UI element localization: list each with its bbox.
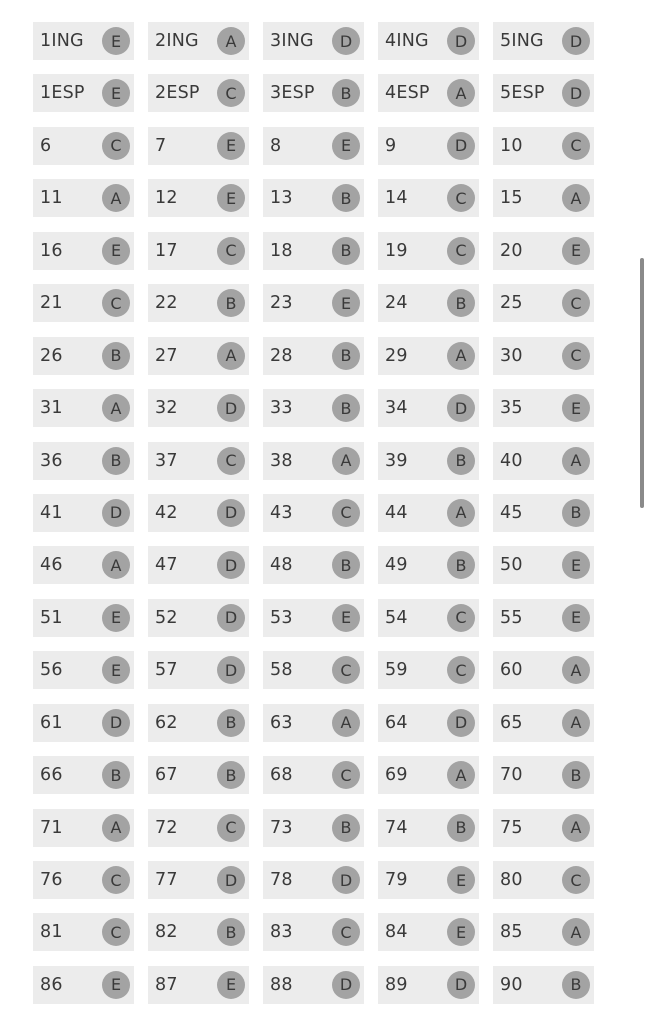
- answer-letter-badge: C: [447, 656, 475, 684]
- answer-cell[interactable]: [33, 756, 134, 794]
- answer-letter-badge: B: [102, 447, 130, 475]
- answer-cell[interactable]: [263, 494, 364, 532]
- answer-cell[interactable]: [33, 179, 134, 217]
- answer-cell[interactable]: [263, 861, 364, 899]
- answer-cell[interactable]: [378, 651, 479, 689]
- answer-cell[interactable]: [33, 22, 134, 60]
- answer-letter-badge: E: [332, 604, 360, 632]
- answer-letter-badge: D: [102, 709, 130, 737]
- answer-cell[interactable]: [378, 809, 479, 847]
- answer-cell[interactable]: [263, 22, 364, 60]
- answer-letter-badge: B: [562, 499, 590, 527]
- answer-letter-badge: C: [332, 761, 360, 789]
- question-number: 48: [270, 555, 293, 576]
- answer-letter-badge: C: [562, 132, 590, 160]
- question-number: 44: [385, 502, 408, 523]
- answer-cell[interactable]: [33, 389, 134, 427]
- question-number: 72: [155, 817, 178, 838]
- question-number: 26: [40, 345, 63, 366]
- answer-cell[interactable]: [33, 74, 134, 112]
- question-number: 11: [40, 188, 63, 209]
- question-number: 21: [40, 293, 63, 314]
- question-number: 51: [40, 607, 63, 628]
- question-number: 32: [155, 398, 178, 419]
- answer-letter-badge: E: [447, 918, 475, 946]
- answer-cell[interactable]: [378, 861, 479, 899]
- answer-cell[interactable]: [148, 22, 249, 60]
- answer-letter-badge: B: [217, 289, 245, 317]
- answer-cell[interactable]: [493, 861, 594, 899]
- answer-letter-badge: C: [332, 656, 360, 684]
- answer-letter-badge: D: [447, 132, 475, 160]
- answer-letter-badge: D: [217, 499, 245, 527]
- question-number: 65: [500, 712, 523, 733]
- question-number: 34: [385, 398, 408, 419]
- question-number: 80: [500, 870, 523, 890]
- answer-letter-badge: D: [332, 27, 360, 55]
- answer-letter-badge: B: [447, 289, 475, 317]
- answer-cell[interactable]: [263, 704, 364, 742]
- vertical-scrollbar-thumb[interactable]: [640, 258, 644, 508]
- answer-letter-badge: B: [562, 761, 590, 789]
- answer-cell[interactable]: [493, 179, 594, 217]
- answer-letter-badge: A: [447, 79, 475, 107]
- answer-cell[interactable]: [493, 442, 594, 480]
- answer-cell[interactable]: [493, 651, 594, 689]
- question-number: 2ING: [155, 31, 199, 51]
- answer-cell[interactable]: [33, 809, 134, 847]
- answer-letter-badge: A: [562, 918, 590, 946]
- answer-letter-badge: B: [217, 709, 245, 737]
- question-number: 60: [500, 660, 523, 681]
- answer-letter-badge: C: [562, 342, 590, 370]
- answer-letter-badge: D: [447, 394, 475, 422]
- answer-letter-badge: E: [217, 184, 245, 212]
- answer-letter-badge: B: [217, 918, 245, 946]
- answer-cell[interactable]: [33, 232, 134, 270]
- question-number: 46: [40, 555, 63, 576]
- answer-cell[interactable]: [33, 494, 134, 532]
- answer-cell[interactable]: [493, 337, 594, 375]
- answer-cell[interactable]: [263, 127, 364, 165]
- question-number: 12: [155, 188, 178, 209]
- answer-cell[interactable]: [33, 704, 134, 742]
- answer-letter-badge: E: [562, 604, 590, 632]
- answer-cell[interactable]: [263, 232, 364, 270]
- answer-letter-badge: C: [562, 866, 590, 894]
- answer-letter-badge: A: [102, 394, 130, 422]
- question-number: 83: [270, 922, 293, 943]
- answer-letter-badge: C: [102, 132, 130, 160]
- question-number: 49: [385, 555, 408, 576]
- answer-cell[interactable]: [493, 704, 594, 742]
- question-number: 3ESP: [270, 83, 315, 104]
- question-number: 16: [40, 240, 63, 261]
- question-number: 63: [270, 712, 293, 733]
- question-number: 55: [500, 607, 523, 628]
- answer-cell[interactable]: [33, 442, 134, 480]
- answer-cell[interactable]: [148, 337, 249, 375]
- answer-cell[interactable]: [148, 389, 249, 427]
- answer-letter-badge: C: [217, 447, 245, 475]
- question-number: 54: [385, 607, 408, 628]
- question-number: 50: [500, 555, 523, 576]
- question-number: 68: [270, 765, 293, 786]
- question-number: 19: [385, 240, 408, 261]
- answer-cell[interactable]: [378, 337, 479, 375]
- answer-cell[interactable]: [33, 546, 134, 584]
- question-number: 58: [270, 660, 293, 681]
- answer-letter-badge: A: [217, 27, 245, 55]
- answer-letter-badge: C: [447, 604, 475, 632]
- answer-cell[interactable]: [263, 389, 364, 427]
- answer-letter-badge: B: [332, 79, 360, 107]
- answer-letter-badge: B: [447, 814, 475, 842]
- answer-cell[interactable]: [263, 442, 364, 480]
- answer-letter-badge: E: [562, 394, 590, 422]
- answer-cell[interactable]: [378, 704, 479, 742]
- answer-letter-badge: A: [332, 447, 360, 475]
- question-number: 76: [40, 870, 63, 890]
- question-number: 43: [270, 502, 293, 523]
- question-number: 5ESP: [500, 83, 545, 104]
- question-number: 57: [155, 660, 178, 681]
- question-number: 90: [500, 974, 523, 995]
- answer-cell[interactable]: [493, 127, 594, 165]
- answer-cell[interactable]: [493, 756, 594, 794]
- question-number: 40: [500, 450, 523, 471]
- answer-cell[interactable]: [493, 966, 594, 1004]
- answer-cell[interactable]: [493, 389, 594, 427]
- answer-cell[interactable]: [378, 232, 479, 270]
- question-number: 71: [40, 817, 63, 838]
- answer-cell[interactable]: [493, 74, 594, 112]
- question-number: 70: [500, 765, 523, 786]
- answer-letter-badge: C: [332, 918, 360, 946]
- answer-letter-badge: B: [332, 394, 360, 422]
- answer-letter-badge: D: [562, 27, 590, 55]
- question-number: 33: [270, 398, 293, 419]
- answer-letter-badge: A: [562, 447, 590, 475]
- answer-letter-badge: B: [332, 237, 360, 265]
- question-number: 35: [500, 398, 523, 419]
- answer-cell[interactable]: [263, 546, 364, 584]
- question-number: 37: [155, 450, 178, 471]
- answer-cell[interactable]: [493, 22, 594, 60]
- answer-cell[interactable]: [33, 966, 134, 1004]
- answer-cell[interactable]: [148, 232, 249, 270]
- question-number: 62: [155, 712, 178, 733]
- answer-letter-badge: B: [447, 551, 475, 579]
- question-number: 15: [500, 188, 523, 209]
- answer-letter-badge: D: [447, 971, 475, 999]
- answer-letter-badge: E: [217, 132, 245, 160]
- question-number: 82: [155, 922, 178, 943]
- question-number: 66: [40, 765, 63, 786]
- answer-letter-badge: A: [562, 709, 590, 737]
- answer-letter-badge: A: [102, 551, 130, 579]
- question-number: 14: [385, 188, 408, 209]
- answer-letter-badge: B: [102, 342, 130, 370]
- answer-cell[interactable]: [378, 546, 479, 584]
- answer-letter-badge: C: [447, 184, 475, 212]
- answer-letter-badge: B: [332, 184, 360, 212]
- question-number: 24: [385, 293, 408, 314]
- question-number: 13: [270, 188, 293, 209]
- question-number: 10: [500, 135, 523, 156]
- question-number: 31: [40, 398, 63, 419]
- answer-letter-badge: B: [447, 447, 475, 475]
- answer-letter-badge: C: [102, 866, 130, 894]
- answer-cell[interactable]: [263, 809, 364, 847]
- answer-letter-badge: E: [562, 237, 590, 265]
- answer-letter-badge: A: [102, 184, 130, 212]
- answer-letter-badge: D: [447, 27, 475, 55]
- answer-letter-badge: D: [102, 499, 130, 527]
- answer-cell[interactable]: [148, 442, 249, 480]
- question-number: 84: [385, 922, 408, 943]
- answer-letter-badge: D: [332, 971, 360, 999]
- question-number: 25: [500, 293, 523, 314]
- answer-letter-badge: B: [332, 814, 360, 842]
- answer-cell[interactable]: [148, 913, 249, 951]
- answer-cell[interactable]: [263, 179, 364, 217]
- question-number: 73: [270, 817, 293, 838]
- answer-cell[interactable]: [33, 861, 134, 899]
- answer-letter-badge: E: [102, 656, 130, 684]
- question-number: 39: [385, 450, 408, 471]
- answer-cell[interactable]: [263, 74, 364, 112]
- question-number: 77: [155, 870, 178, 890]
- answer-cell[interactable]: [378, 127, 479, 165]
- question-number: 85: [500, 922, 523, 943]
- answer-letter-badge: E: [102, 971, 130, 999]
- answer-letter-badge: E: [332, 289, 360, 317]
- question-number: 28: [270, 345, 293, 366]
- answer-letter-badge: C: [102, 289, 130, 317]
- answer-letter-badge: A: [562, 656, 590, 684]
- answer-letter-badge: A: [447, 761, 475, 789]
- answer-cell[interactable]: [378, 284, 479, 322]
- answer-letter-badge: E: [102, 79, 130, 107]
- question-number: 61: [40, 712, 63, 733]
- answer-cell[interactable]: [148, 284, 249, 322]
- answer-letter-badge: B: [332, 551, 360, 579]
- answer-letter-badge: C: [217, 79, 245, 107]
- answer-cell[interactable]: [148, 179, 249, 217]
- answer-cell[interactable]: [148, 704, 249, 742]
- answer-cell[interactable]: [263, 913, 364, 951]
- question-number: 89: [385, 974, 408, 995]
- question-number: 79: [385, 870, 408, 890]
- answer-letter-badge: D: [217, 866, 245, 894]
- question-number: 81: [40, 922, 63, 943]
- question-number: 45: [500, 502, 523, 523]
- question-number: 86: [40, 974, 63, 995]
- answer-cell[interactable]: [33, 913, 134, 951]
- answer-cell[interactable]: [148, 861, 249, 899]
- question-number: 1ESP: [40, 83, 85, 104]
- question-number: 17: [155, 240, 178, 261]
- answer-cell[interactable]: [148, 546, 249, 584]
- question-number: 75: [500, 817, 523, 838]
- answer-letter-badge: D: [562, 79, 590, 107]
- answer-cell[interactable]: [148, 599, 249, 637]
- question-number: 78: [270, 870, 293, 890]
- answer-key-grid: [33, 22, 594, 1004]
- answer-cell[interactable]: [263, 284, 364, 322]
- question-number: 38: [270, 450, 293, 471]
- question-number: 4ING: [385, 31, 429, 51]
- answer-letter-badge: E: [217, 971, 245, 999]
- answer-letter-badge: E: [102, 27, 130, 55]
- answer-cell[interactable]: [33, 337, 134, 375]
- question-number: 74: [385, 817, 408, 838]
- answer-letter-badge: C: [102, 918, 130, 946]
- answer-cell[interactable]: [33, 599, 134, 637]
- question-number: 9: [385, 135, 397, 156]
- question-number: 67: [155, 765, 178, 786]
- question-number: 36: [40, 450, 63, 471]
- question-number: 20: [500, 240, 523, 261]
- answer-cell[interactable]: [263, 337, 364, 375]
- answer-letter-badge: C: [562, 289, 590, 317]
- answer-letter-badge: A: [217, 342, 245, 370]
- answer-cell[interactable]: [493, 809, 594, 847]
- answer-cell[interactable]: [493, 546, 594, 584]
- answer-letter-badge: D: [447, 709, 475, 737]
- question-number: 87: [155, 974, 178, 995]
- question-number: 30: [500, 345, 523, 366]
- answer-cell[interactable]: [493, 284, 594, 322]
- answer-letter-badge: D: [217, 604, 245, 632]
- answer-cell[interactable]: [148, 127, 249, 165]
- question-number: 22: [155, 293, 178, 314]
- answer-cell[interactable]: [33, 127, 134, 165]
- answer-cell[interactable]: [378, 599, 479, 637]
- answer-letter-badge: D: [332, 866, 360, 894]
- answer-cell[interactable]: [378, 756, 479, 794]
- answer-letter-badge: E: [102, 604, 130, 632]
- question-number: 8: [270, 135, 282, 156]
- answer-letter-badge: A: [447, 499, 475, 527]
- question-number: 6: [40, 135, 52, 156]
- question-number: 7: [155, 135, 167, 156]
- answer-letter-badge: A: [562, 184, 590, 212]
- question-number: 53: [270, 607, 293, 628]
- answer-letter-badge: D: [217, 394, 245, 422]
- answer-cell[interactable]: [33, 651, 134, 689]
- answer-cell[interactable]: [378, 389, 479, 427]
- answer-letter-badge: E: [562, 551, 590, 579]
- answer-letter-badge: E: [102, 237, 130, 265]
- question-number: 41: [40, 502, 63, 523]
- question-number: 47: [155, 555, 178, 576]
- answer-letter-badge: A: [447, 342, 475, 370]
- question-number: 5ING: [500, 31, 544, 51]
- answer-letter-badge: D: [217, 551, 245, 579]
- answer-letter-badge: B: [217, 761, 245, 789]
- answer-cell[interactable]: [378, 179, 479, 217]
- question-number: 18: [270, 240, 293, 261]
- question-number: 23: [270, 293, 293, 314]
- question-number: 4ESP: [385, 83, 430, 104]
- question-number: 1ING: [40, 31, 84, 51]
- answer-cell[interactable]: [378, 913, 479, 951]
- question-number: 29: [385, 345, 408, 366]
- answer-cell[interactable]: [148, 756, 249, 794]
- question-number: 88: [270, 974, 293, 995]
- answer-cell[interactable]: [378, 74, 479, 112]
- answer-letter-badge: D: [217, 656, 245, 684]
- answer-cell[interactable]: [263, 599, 364, 637]
- question-number: 42: [155, 502, 178, 523]
- answer-cell[interactable]: [33, 284, 134, 322]
- question-number: 56: [40, 660, 63, 681]
- answer-letter-badge: A: [562, 814, 590, 842]
- answer-cell[interactable]: [263, 756, 364, 794]
- answer-letter-badge: C: [332, 499, 360, 527]
- answer-letter-badge: A: [102, 814, 130, 842]
- answer-cell[interactable]: [148, 494, 249, 532]
- question-number: 64: [385, 712, 408, 733]
- answer-cell[interactable]: [493, 913, 594, 951]
- answer-cell[interactable]: [148, 809, 249, 847]
- answer-cell[interactable]: [148, 966, 249, 1004]
- answer-cell[interactable]: [263, 651, 364, 689]
- answer-cell[interactable]: [378, 442, 479, 480]
- answer-letter-badge: B: [102, 761, 130, 789]
- answer-cell[interactable]: [378, 494, 479, 532]
- answer-cell[interactable]: [378, 966, 479, 1004]
- question-number: 3ING: [270, 31, 314, 51]
- question-number: 69: [385, 765, 408, 786]
- question-number: 52: [155, 607, 178, 628]
- answer-cell[interactable]: [493, 232, 594, 270]
- answer-cell[interactable]: [493, 494, 594, 532]
- answer-letter-badge: E: [332, 132, 360, 160]
- answer-cell[interactable]: [148, 651, 249, 689]
- answer-letter-badge: C: [217, 814, 245, 842]
- answer-letter-badge: C: [447, 237, 475, 265]
- question-number: 59: [385, 660, 408, 681]
- answer-letter-badge: B: [332, 342, 360, 370]
- answer-letter-badge: B: [562, 971, 590, 999]
- answer-cell[interactable]: [493, 599, 594, 637]
- answer-letter-badge: C: [217, 237, 245, 265]
- question-number: 27: [155, 345, 178, 366]
- answer-cell[interactable]: [263, 966, 364, 1004]
- answer-cell[interactable]: [148, 74, 249, 112]
- question-number: 2ESP: [155, 83, 200, 104]
- answer-cell[interactable]: [378, 22, 479, 60]
- answer-letter-badge: A: [332, 709, 360, 737]
- answer-letter-badge: E: [447, 866, 475, 894]
